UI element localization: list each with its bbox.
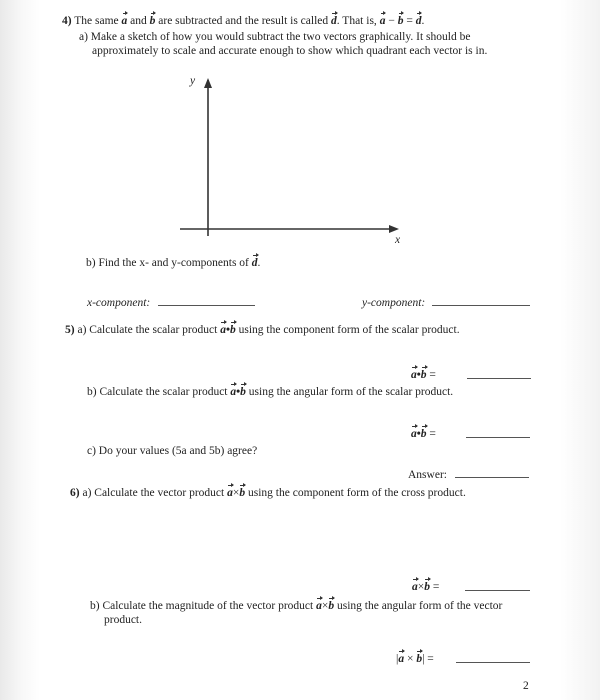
dot-a-2: a [411,369,417,381]
eq-vector-b: b [397,15,404,27]
cross-operator-3: × [321,600,329,612]
q6-part-b-line2: product. [104,614,143,626]
q5-part-b [87,385,453,399]
mag-a: a [398,653,405,665]
q5-part-a-post: using the component form of the scalar product. [238,324,460,336]
y-component-blank[interactable] [432,295,530,306]
equals-sign: = [406,15,413,27]
q4-part-b-text: b) Find the x- and y-components of [86,257,249,269]
q5b-equals: = [429,428,436,440]
q6-part-a [70,486,466,500]
q5-part-b-pre: b) Calculate the scalar product [87,386,228,398]
q6b-answer-blank[interactable] [456,652,530,663]
q6-number: 6) [70,487,80,499]
vector-d-b: d [251,257,258,269]
x-component-blank[interactable] [158,295,255,306]
dot-a-4: a [411,428,417,440]
q4-number: 4) [62,15,72,27]
q4-eq-end: . [421,15,425,27]
dot-a: a [220,324,226,336]
magnitude-bar-right: | [422,653,425,665]
cross-b-2: b [424,581,430,593]
q6a-answer [412,580,439,594]
dot-operator: • [225,324,230,336]
cross-a: a [227,487,233,499]
q4-part-a-line2: approximately to scale and accurate enough to show which quadrant each vector is in. [92,45,488,57]
x-axis-label: x [395,234,401,246]
q4-part-a-line1: a) Make a sketch of how you would subtract the two vectors graphically. It should be [79,31,471,43]
q5a-answer [411,368,436,382]
y-axis-arrowhead [204,78,212,88]
q5c-answer-label: Answer: [408,469,447,481]
magnitude-bar-left: | [396,653,399,665]
dot-a-3: a [230,386,237,398]
mag-cross: × [406,653,414,665]
eq-vector-d: d [415,15,422,27]
page-number: 2 [523,680,529,692]
mag-b: b [416,653,423,665]
dot-operator-4: • [416,428,421,440]
q5b-answer [411,427,436,441]
cross-a-3: a [316,600,322,612]
dot-operator-2: • [416,369,421,381]
q5a-answer-blank[interactable] [467,368,531,379]
q5c-answer-blank[interactable] [455,467,529,478]
q6a-answer-blank[interactable] [465,580,530,591]
cross-operator-2: × [417,581,425,593]
x-component-label: x-component: [87,297,151,309]
q6-part-a-post: using the component form of the cross product. [248,487,466,499]
q4-part-b-end: . [257,257,261,269]
q5-number: 5) [65,324,75,336]
x-axis-arrowhead [389,225,399,233]
q5-part-a-pre: a) Calculate the scalar product [77,324,218,336]
y-axis-label: y [190,75,196,87]
q6b-equals: = [427,653,434,665]
cross-operator: × [232,487,240,499]
q4-intro-mid: are subtracted and the result is called [158,15,329,27]
q4-part-b [86,256,260,270]
eq-vector-a: a [379,15,386,27]
vector-d: d [331,15,337,27]
q6b-answer [396,652,434,666]
q5-part-a [65,323,460,337]
dot-operator-3: • [236,386,241,398]
cross-b: b [239,487,246,499]
q4-intro-text: The same [74,15,119,27]
q5-part-b-post: using the angular form of the scalar product. [248,386,454,398]
dot-b-3: b [240,386,246,398]
dot-b: b [229,324,236,336]
q6-part-b-post: using the angular form of the vector [336,600,503,612]
minus-sign: − [388,15,395,27]
q4-intro-that: . That is, [336,15,377,27]
dot-b-4: b [420,428,427,440]
q4-intro-and: and [130,15,147,27]
dot-b-2: b [420,369,427,381]
q6-part-b-pre: b) Calculate the magnitude of the vector product [90,600,314,612]
vector-a: a [121,15,128,27]
y-component-label: y-component: [362,297,426,309]
q5b-answer-blank[interactable] [466,427,530,438]
q5a-equals: = [429,369,436,381]
cross-b-3: b [328,600,335,612]
vector-b: b [149,15,156,27]
cross-a-2: a [412,581,418,593]
q6-part-b-line1 [90,599,502,613]
q6a-equals: = [432,581,440,593]
q5-part-c: c) Do your values (5a and 5b) agree? [87,445,258,457]
q6-part-a-pre: a) Calculate the vector product [82,487,225,499]
